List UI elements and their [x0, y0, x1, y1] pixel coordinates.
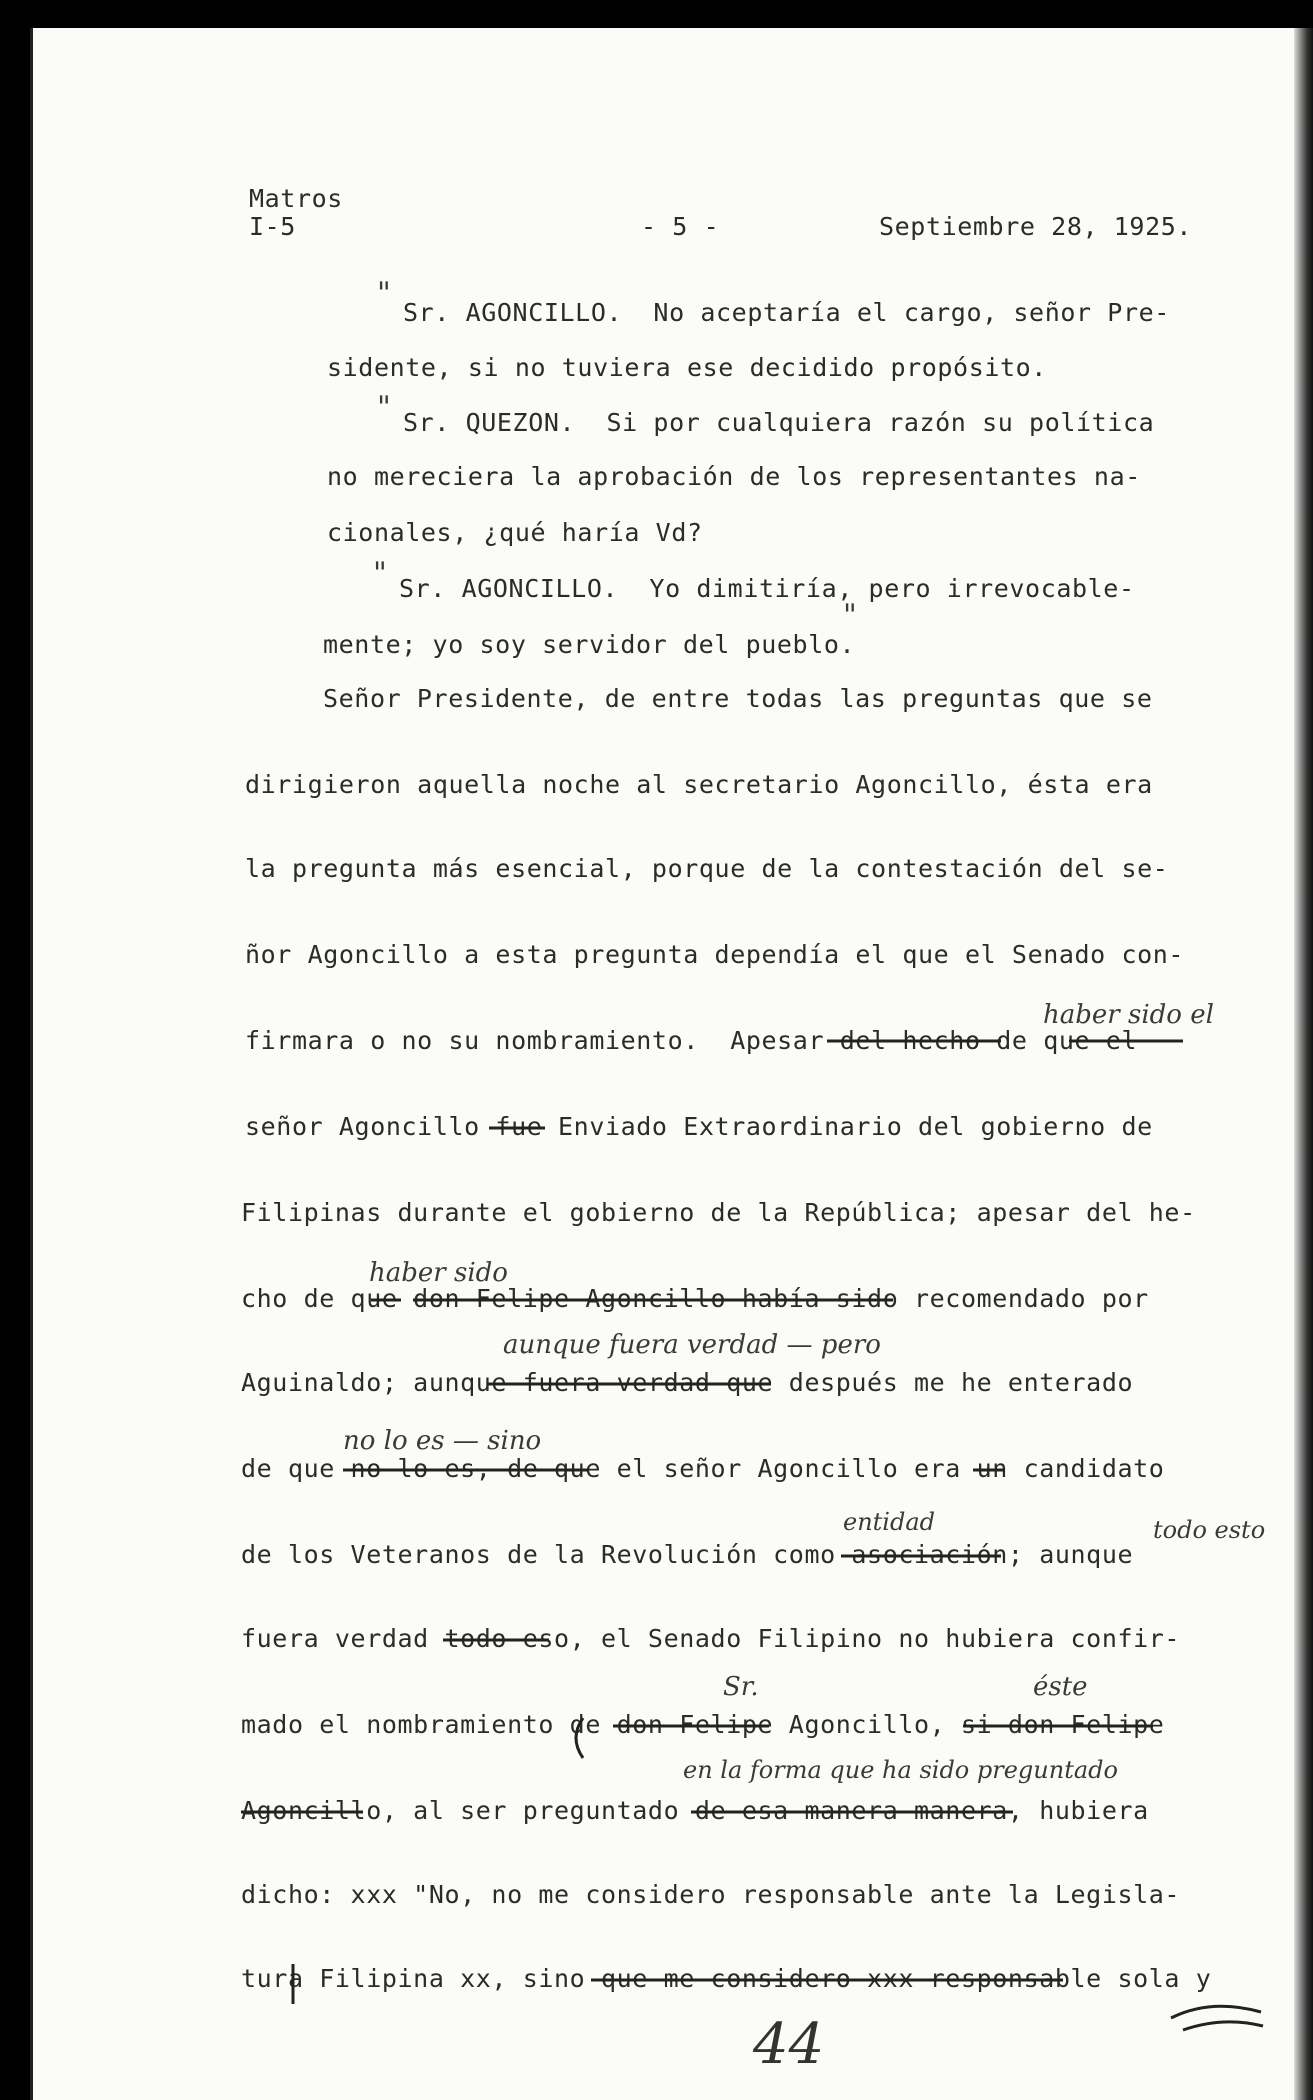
handwritten-haber-sido-el: haber sido el — [1043, 1000, 1214, 1030]
text-line-11: ñor Agoncillo a esta pregunta dependía el que el Senado con- — [245, 940, 1185, 969]
text-line-23: tura Filipina xx, sino que me considero xxx responsable sola y — [241, 1964, 1212, 1993]
text-line-5: cionales, ¿qué haría Vd? — [327, 518, 703, 547]
handwritten-sr: Sr. — [723, 1672, 759, 1702]
handwritten-quote-1: " — [377, 276, 391, 311]
text-line-20: mado el nombramiento de don Felipe Agoncillo, si don Felipe — [241, 1710, 1165, 1739]
text-line-16: Aguinaldo; aunque fuera verdad que después me he enterado — [241, 1368, 1134, 1397]
handwritten-entidad: entidad — [843, 1508, 936, 1536]
text-line-19: fuera verdad todo eso, el Senado Filipino no hubiera confir- — [241, 1624, 1181, 1653]
handwritten-page-number: 44 — [753, 2012, 825, 2077]
text-line-6: Sr. AGONCILLO. Yo dimitiría, pero irrevocable- — [399, 574, 1135, 603]
text-line-17: de que no lo es, de que el señor Agoncillo era un candidato — [241, 1454, 1165, 1483]
handwritten-no-lo-es: no lo es — sino — [343, 1426, 542, 1456]
insert-bracket-de — [576, 1718, 583, 1758]
header-date: Septiembre 28, 1925. — [879, 212, 1193, 241]
handwritten-quote-2: " — [377, 390, 391, 425]
edit-marks-overlay — [33, 28, 1313, 2100]
text-line-22: dicho: xxx "No, no me considero responsable ante la Legisla- — [241, 1880, 1181, 1909]
document-page — [30, 28, 1313, 2100]
text-line-10: la pregunta más esencial, porque de la contestación del se- — [245, 854, 1169, 883]
text-line-15: cho de que don Felipe Agoncillo había sido recomendado por — [241, 1284, 1149, 1313]
header-ref: I-5 — [249, 212, 296, 241]
handwritten-quote-4: " — [843, 598, 857, 633]
header-author: Matros — [249, 184, 343, 213]
text-line-4: no mereciera la aprobación de los representantes na- — [327, 462, 1141, 491]
handwritten-quote-3: " — [373, 556, 387, 591]
scribble-bottom-right — [1171, 2006, 1263, 2030]
text-line-3: Sr. QUEZON. Si por cualquiera razón su política — [403, 408, 1155, 437]
text-line-18: de los Veteranos de la Revolución como asociación; aunque — [241, 1540, 1134, 1569]
handwritten-haber-sido: haber sido — [369, 1258, 508, 1288]
handwritten-aunque-fuera: aunque fuera verdad — pero — [503, 1330, 881, 1360]
text-line-1: Sr. AGONCILLO. No aceptaría el cargo, señor Pre- — [403, 298, 1170, 327]
handwritten-este: éste — [1033, 1672, 1088, 1702]
header-page: - 5 - — [641, 212, 720, 241]
text-line-13: señor Agoncillo fue Enviado Extraordinario del gobierno de — [245, 1112, 1153, 1141]
text-line-9: dirigieron aquella noche al secretario Agoncillo, ésta era — [245, 770, 1153, 799]
text-line-8: Señor Presidente, de entre todas las preguntas que se — [323, 684, 1153, 713]
handwritten-en-la-forma: en la forma que ha sido preguntado — [683, 1756, 1118, 1784]
text-line-14: Filipinas durante el gobierno de la República; apesar del he- — [241, 1198, 1196, 1227]
handwritten-todo-esto: todo esto — [1153, 1516, 1266, 1544]
text-line-21: Agoncillo, al ser preguntado de esa manera manera, hubiera — [241, 1796, 1149, 1825]
text-line-7: mente; yo soy servidor del pueblo. — [323, 630, 856, 659]
text-line-12: firmara o no su nombramiento. Apesar del hecho de que el — [245, 1026, 1138, 1055]
text-line-2: sidente, si no tuviera ese decidido propósito. — [327, 353, 1047, 382]
